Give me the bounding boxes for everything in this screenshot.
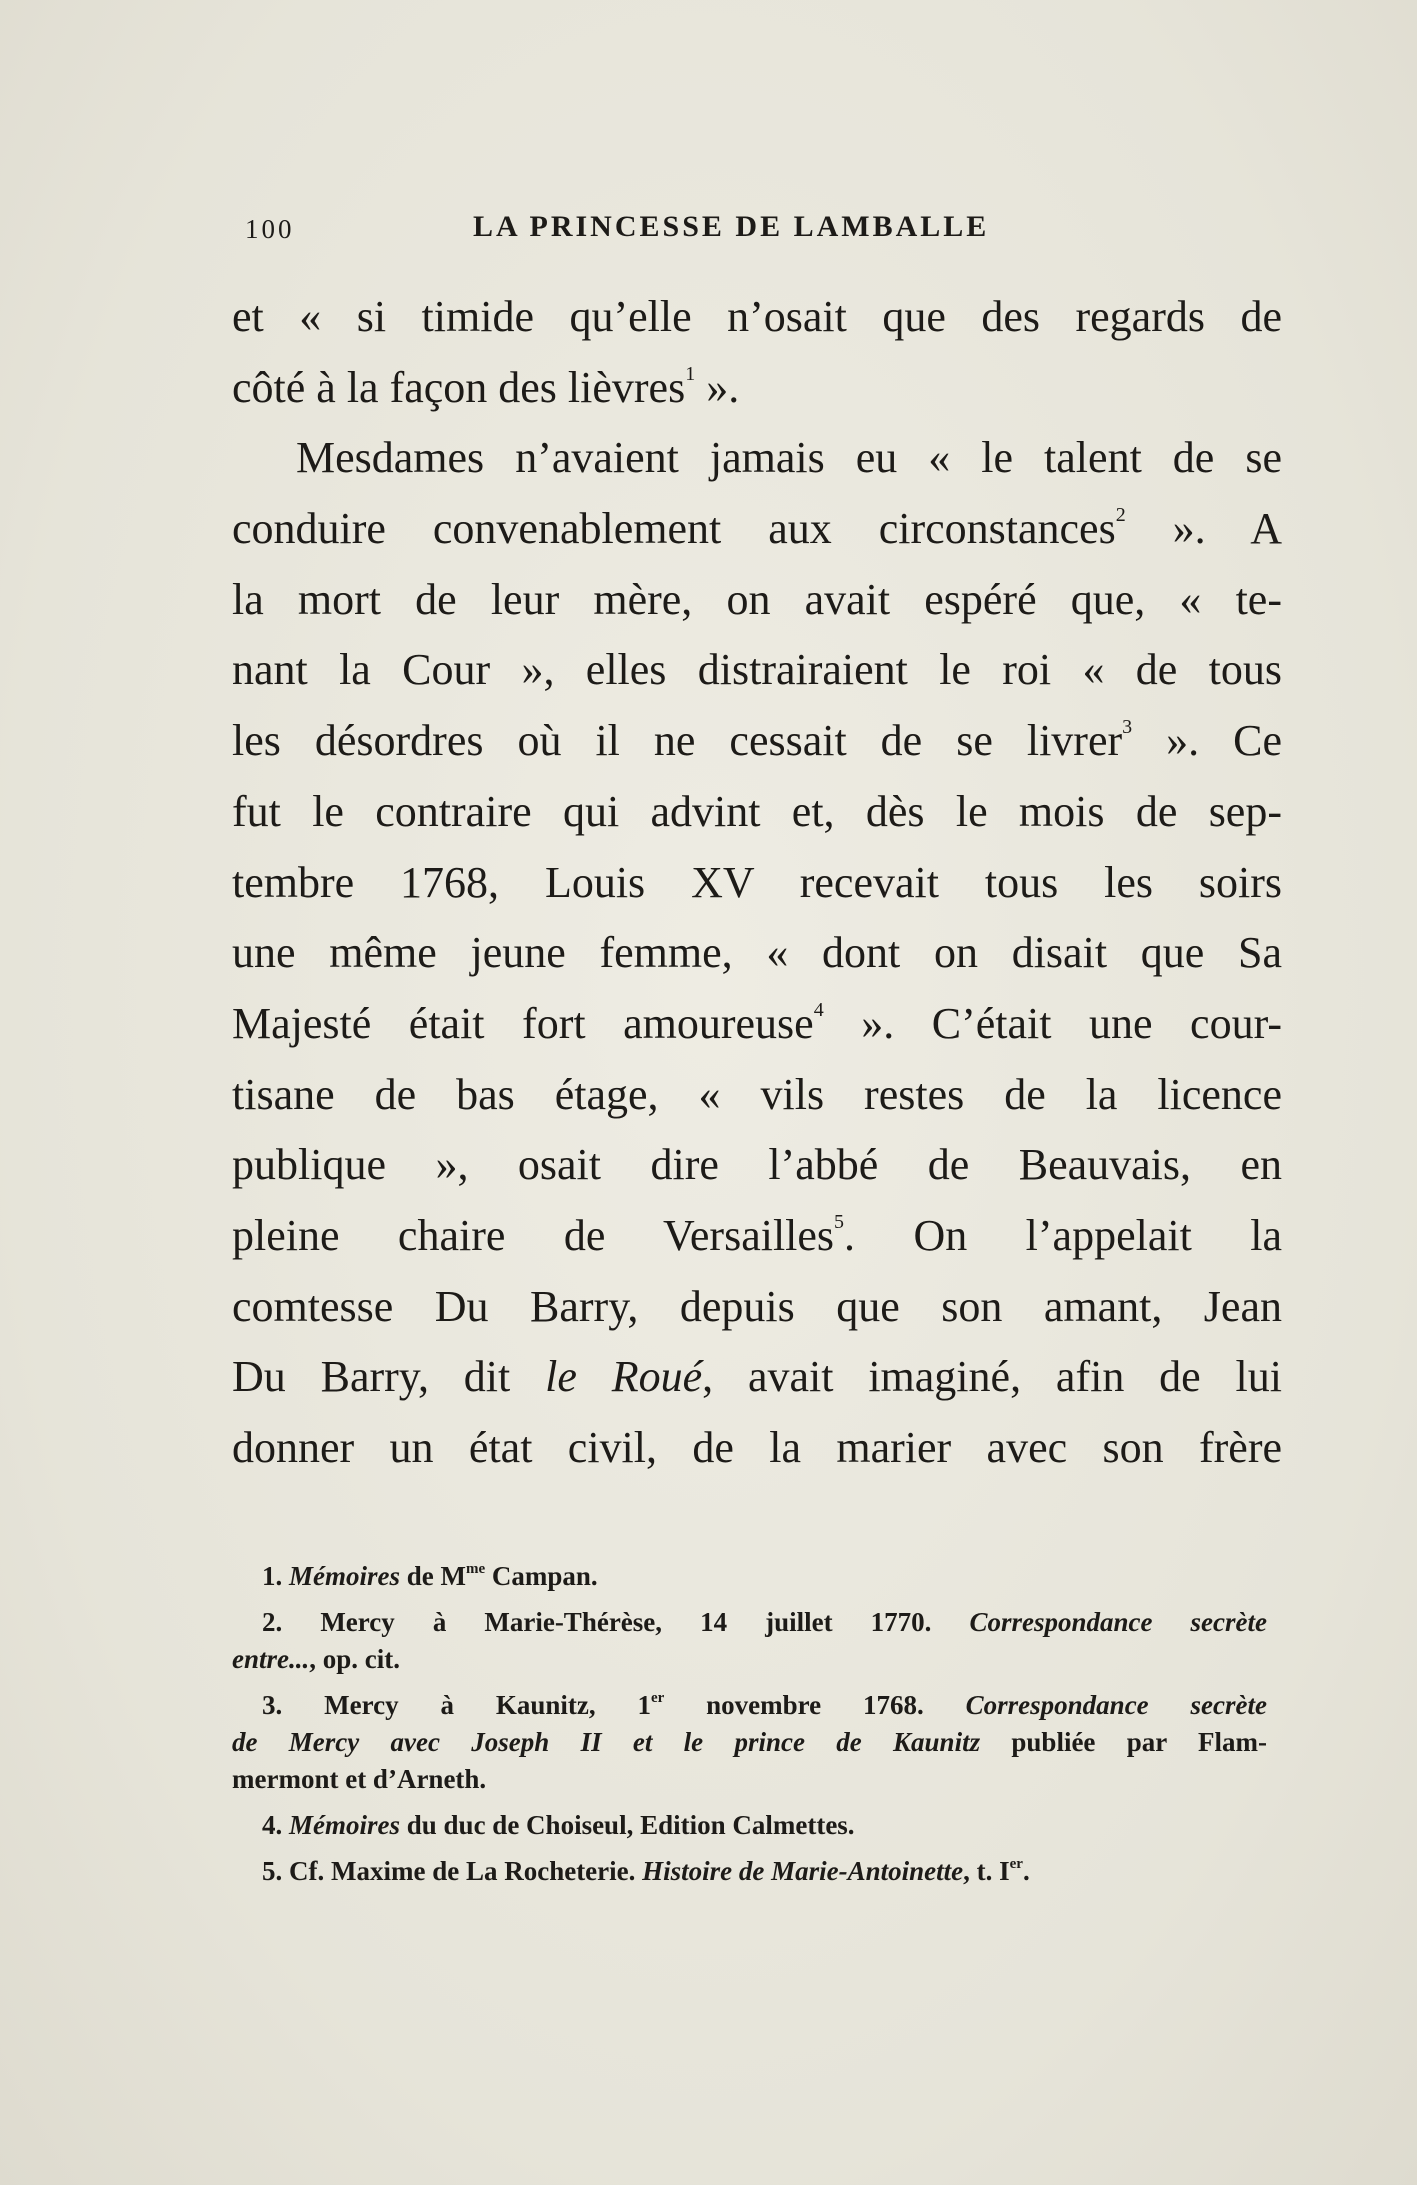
text-line: une même jeune femme, « dont on disait que Sa bbox=[232, 928, 1282, 978]
text-line: les désordres où il ne cessait de se livrer$^3$ ». Ce bbox=[232, 716, 1282, 766]
text-line: côté à la façon des lièvres$^1$ ». bbox=[232, 362, 740, 412]
body-text bbox=[232, 282, 1282, 1484]
footnote-1: 1. Mémoires de $M^{me}$ Campan. bbox=[262, 1561, 598, 1591]
footnote-4: 4. Mémoires du duc de Choiseul, Edition Calmettes. bbox=[262, 1810, 855, 1840]
footnote-ref: 5 bbox=[834, 1210, 845, 1233]
text-line: Majesté était fort amoureuse$^4$ ». C’était une cour- bbox=[232, 998, 1282, 1048]
text-line: pleine chaire de Versailles$^5$. On l’appelait la bbox=[232, 1210, 1282, 1260]
page-number: 100 bbox=[245, 214, 295, 244]
text-line: conduire convenablement aux circonstances$^2$ ». A bbox=[232, 504, 1282, 554]
text-line: tembre 1768, Louis XV recevait tous les soirs bbox=[232, 857, 1282, 907]
text-line: nant la Cour », elles distrairaient le roi « de tous bbox=[232, 645, 1282, 695]
running-title: LA PRINCESSE DE LAMBALLE bbox=[473, 210, 990, 243]
text-line: et « si timide qu’elle n’osait que des regards de bbox=[232, 292, 1282, 341]
text-line: fut le contraire qui advint et, dès le mois de sep- bbox=[232, 786, 1282, 836]
text-line: publique », osait dire l’abbé de Beauvais, en bbox=[232, 1140, 1282, 1190]
footnote-ref: 3 bbox=[1122, 716, 1133, 739]
text-line: tisane de bas étage, « vils restes de la licence bbox=[232, 1069, 1282, 1119]
footnote-5: 5. Cf. Maxime de La Rocheterie. Histoire de Marie-Antoinette, t. Ier. bbox=[262, 1856, 1030, 1886]
text-line: Du Barry, dit le Roué, avait imaginé, afin de lui bbox=[232, 1352, 1282, 1402]
italic-nickname: le Roué bbox=[545, 1352, 703, 1402]
page-header bbox=[245, 206, 1060, 246]
footnote-2: 2. Mercy à Marie-Thérèse, 14 juillet 1770. Correspondance secrète entre..., op. cit. bbox=[232, 1607, 1268, 1674]
footnote-ref: 4 bbox=[813, 998, 824, 1021]
paragraph-start-line: Mesdames n’avaient jamais eu « le talent de se bbox=[296, 433, 1282, 483]
footnote-3: 3. Mercy à Kaunitz, 1er novembre 1768. Correspondance secrète de Mercy avec Joseph II et le prince de Kaunitz publiée par Flam- mermont et d’Arneth. bbox=[232, 1690, 1267, 1794]
footnote-ref: 2 bbox=[1115, 504, 1126, 527]
text-line: donner un état civil, de la marier avec son frère bbox=[232, 1423, 1282, 1472]
text-line: la mort de leur mère, on avait espéré que, « te- bbox=[232, 574, 1282, 624]
text-line: comtesse Du Barry, depuis que son amant, Jean bbox=[232, 1281, 1282, 1331]
footnote-ref: 1 bbox=[685, 362, 696, 385]
footnotes bbox=[232, 1558, 1267, 1899]
